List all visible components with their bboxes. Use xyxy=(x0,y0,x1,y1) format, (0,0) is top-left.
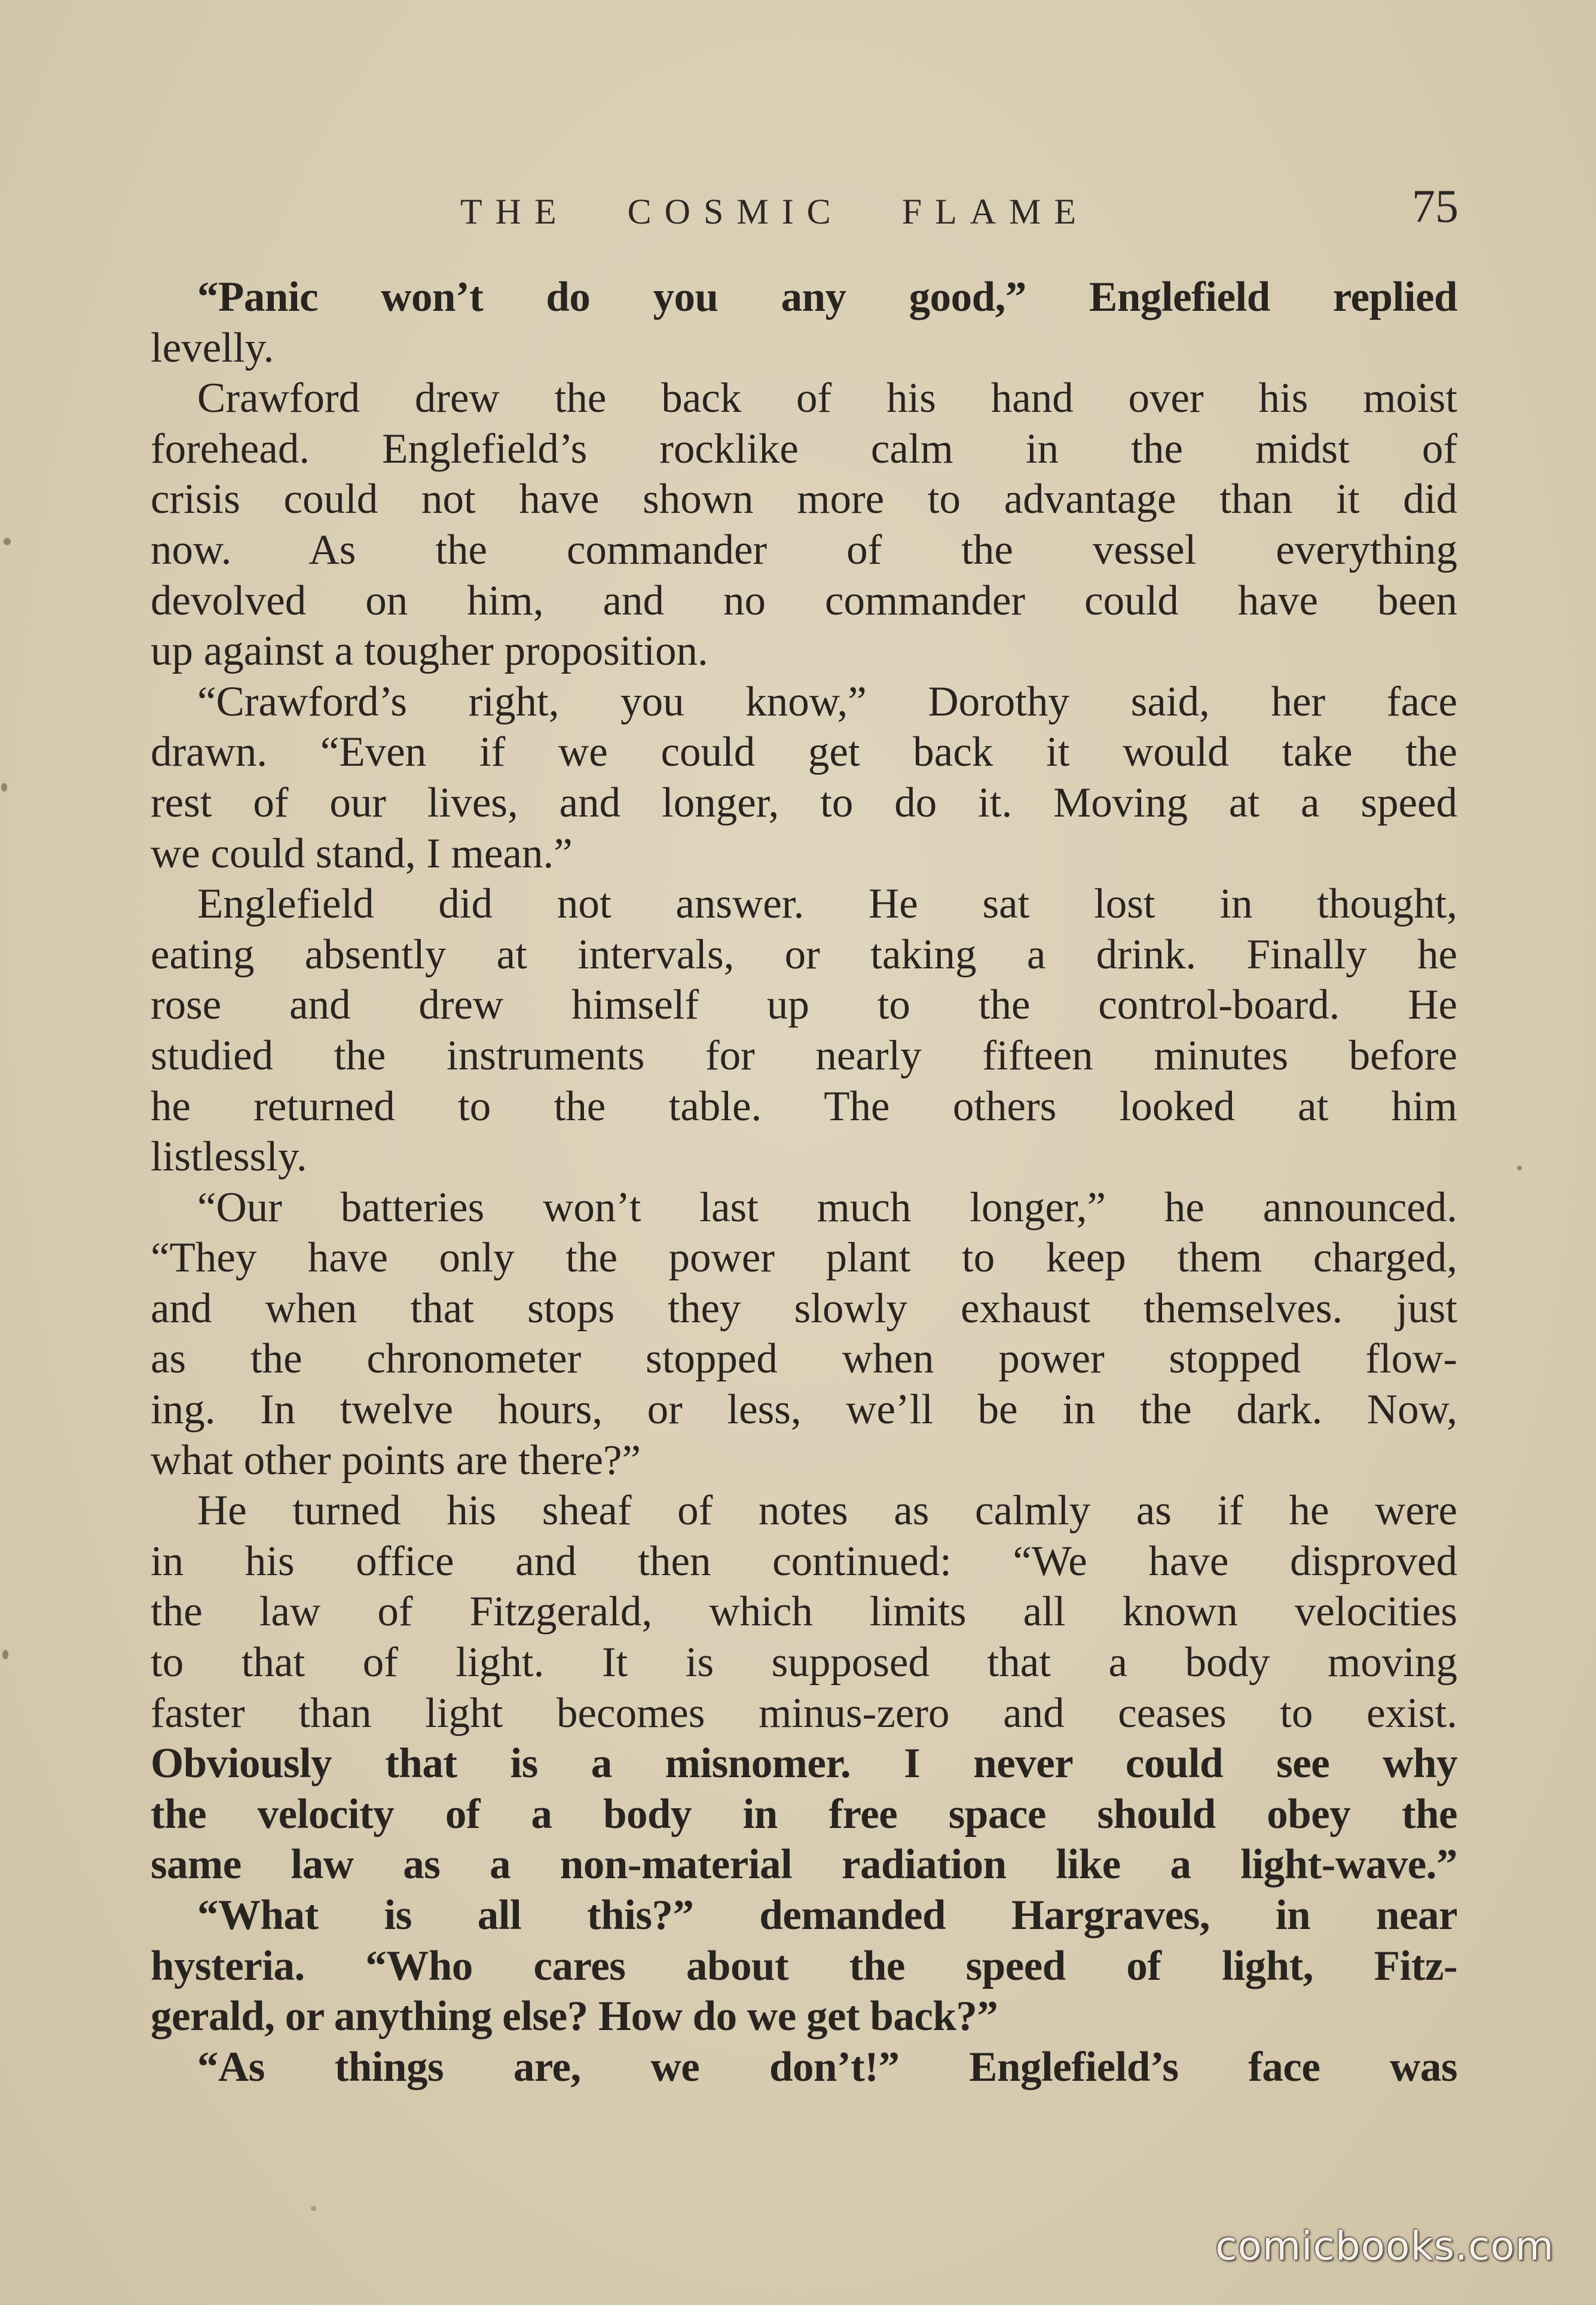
text-line: forehead. Englefield’s rocklike calm in the midst of xyxy=(151,425,1457,472)
body-text xyxy=(151,272,1457,2092)
text-line: rose and drew himself up to the control-board. He xyxy=(151,982,1457,1029)
text-line: Obviously that is a misnomer. I never could see why xyxy=(151,1740,1457,1787)
paper-speck xyxy=(2,1650,8,1659)
text-line: “They have only the power plant to keep them charged, xyxy=(151,1234,1457,1282)
text-line: “As things are, we don’t!” Englefield’s face was xyxy=(197,2043,1457,2090)
text-line: hysteria. “Who cares about the speed of light, Fitz- xyxy=(151,1942,1457,1989)
text-line: listlessly. xyxy=(151,1133,307,1181)
text-line: rest of our lives, and longer, to do it. Moving at a speed xyxy=(151,779,1457,826)
text-line: the velocity of a body in free space should obey the xyxy=(151,1790,1457,1838)
text-line: devolved on him, and no commander could have been xyxy=(151,577,1457,624)
text-line: the law of Fitzgerald, which limits all known velocities xyxy=(151,1588,1457,1635)
text-line: as the chronometer stopped when power stopped flow- xyxy=(151,1335,1457,1383)
site-watermark: comicbooks.com xyxy=(1215,2223,1554,2269)
text-line: eating absently at intervals, or taking a drink. Finally he xyxy=(151,931,1457,978)
text-line: levelly. xyxy=(151,324,274,371)
text-line: “Our batteries won’t last much longer,” he announced. xyxy=(197,1184,1457,1231)
text-line: he returned to the table. The others looked at him xyxy=(151,1083,1457,1130)
text-line: Englefield did not answer. He sat lost in thought, xyxy=(197,881,1457,928)
paper-speck xyxy=(1517,1166,1522,1170)
paper-speck xyxy=(1,783,7,791)
page-number: 75 xyxy=(1412,180,1459,232)
text-line: now. As the commander of the vessel everything xyxy=(151,526,1457,573)
running-title: THE COSMIC FLAME xyxy=(460,192,1090,231)
text-line: in his office and then continued: “We have disproved xyxy=(151,1537,1457,1585)
text-line: ing. In twelve hours, or less, we’ll be in the dark. Now, xyxy=(151,1386,1457,1433)
text-line: “Panic won’t do you any good,” Englefield replied xyxy=(197,274,1457,320)
text-line: crisis could not have shown more to advantage than it did xyxy=(151,476,1457,523)
text-line: to that of light. It is supposed that a body moving xyxy=(151,1639,1457,1686)
text-line: “What is all this?” demanded Hargraves, in near xyxy=(197,1892,1457,1939)
text-line: and when that stops they slowly exhaust themselves. just xyxy=(151,1285,1457,1332)
paper-speck xyxy=(4,538,11,545)
text-line: faster than light becomes minus-zero and ceases to exist. xyxy=(151,1689,1457,1737)
text-line: we could stand, I mean.” xyxy=(151,830,573,877)
text-line: studied the instruments for nearly fifteen minutes before xyxy=(151,1032,1457,1079)
text-line: what other points are there?” xyxy=(151,1436,641,1484)
text-line: He turned his sheaf of notes as calmly as if he were xyxy=(197,1487,1457,1534)
text-line: “Crawford’s right, you know,” Dorothy said, her face xyxy=(197,678,1457,725)
text-line: same law as a non-material radiation like a light-wave.” xyxy=(151,1841,1457,1888)
text-line: drawn. “Even if we could get back it would take the xyxy=(151,729,1457,776)
page-header xyxy=(149,180,1459,251)
paper-speck xyxy=(311,2206,316,2211)
text-line: up against a tougher proposition. xyxy=(151,628,708,675)
text-line: Crawford drew the back of his hand over his moist xyxy=(197,375,1457,422)
text-line: gerald, or anything else? How do we get back?” xyxy=(151,1993,998,2040)
